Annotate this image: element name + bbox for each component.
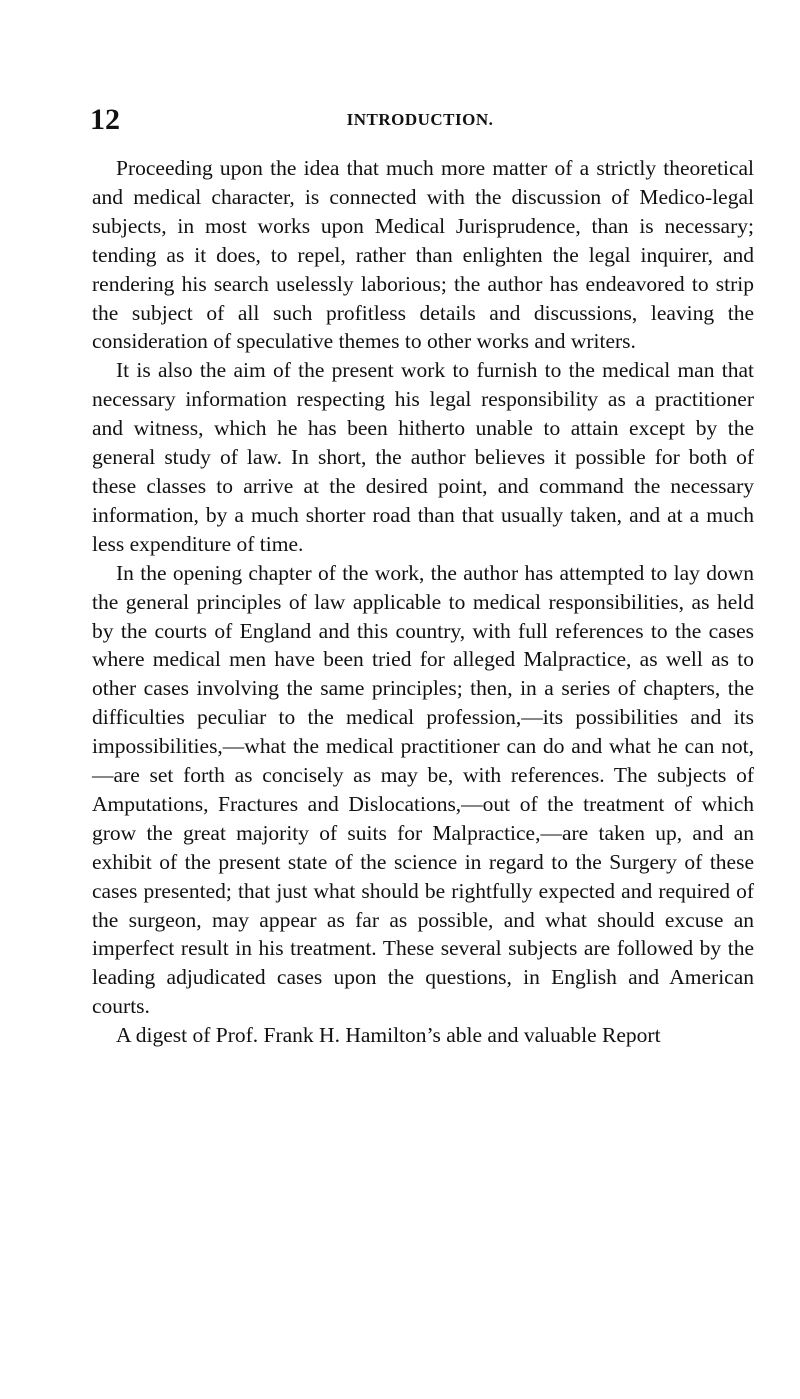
page-number: 12: [90, 103, 120, 136]
paragraph-2: It is also the aim of the present work to furnish to the medical man that necessary information respecting his legal responsibility as a practitioner and witness, which he has been hitherto unable to attain except by the general study of law. In short, the author believes it possible for both of these classes to arrive at the desired point, and command the necessary information, by a much shorter road than that usually taken, and at a much less expenditure of time.: [92, 358, 754, 556]
paragraph-4: A digest of Prof. Frank H. Hamilton’s able and valuable Report: [116, 1023, 661, 1048]
running-head: INTRODUCTION.: [346, 110, 494, 129]
paragraph-3: In the opening chapter of the work, the author has attempted to lay down the general principles of law applicable to medical responsibilities, as held by the courts of England and this country, with full references to the cases where medical men have been tried for alleged Malpractice, as well as to other cases involving the same principles; then, in a series of chapters, the difficulties peculiar to the medical profession,—its possibilities and its impossibilities,—what the medical practitioner can do and what he can not,—are set forth as concisely as may be, with references. The subjects of Amputations, Fractures and Dislocations,—out of the treatment of which grow the great majority of suits for Malpractice,—are taken up, and an exhibit of the present state of the science in regard to the Surgery of these cases presented; that just what should be rightfully expected and required of the surgeon, may appear as far as possible, and what should excuse an imperfect result in his treatment. These several subjects are followed by the leading adjudicated cases upon the questions, in English and American courts.: [92, 560, 754, 1019]
body-text: [92, 154, 754, 1050]
page-header: [90, 100, 750, 140]
paragraph-1: Proceeding upon the idea that much more matter of a strictly theoretical and medical character, is connected with the discussion of Medico-legal subjects, in most works upon Medical Jurisprudence, than is necessary; tending as it does, to repel, rather than enlighten the legal inquirer, and rendering his search uselessly laborious; the author has endeavored to strip the subject of all such profitless details and discussions, leaving the consideration of speculative themes to other works and writers.: [92, 156, 754, 354]
